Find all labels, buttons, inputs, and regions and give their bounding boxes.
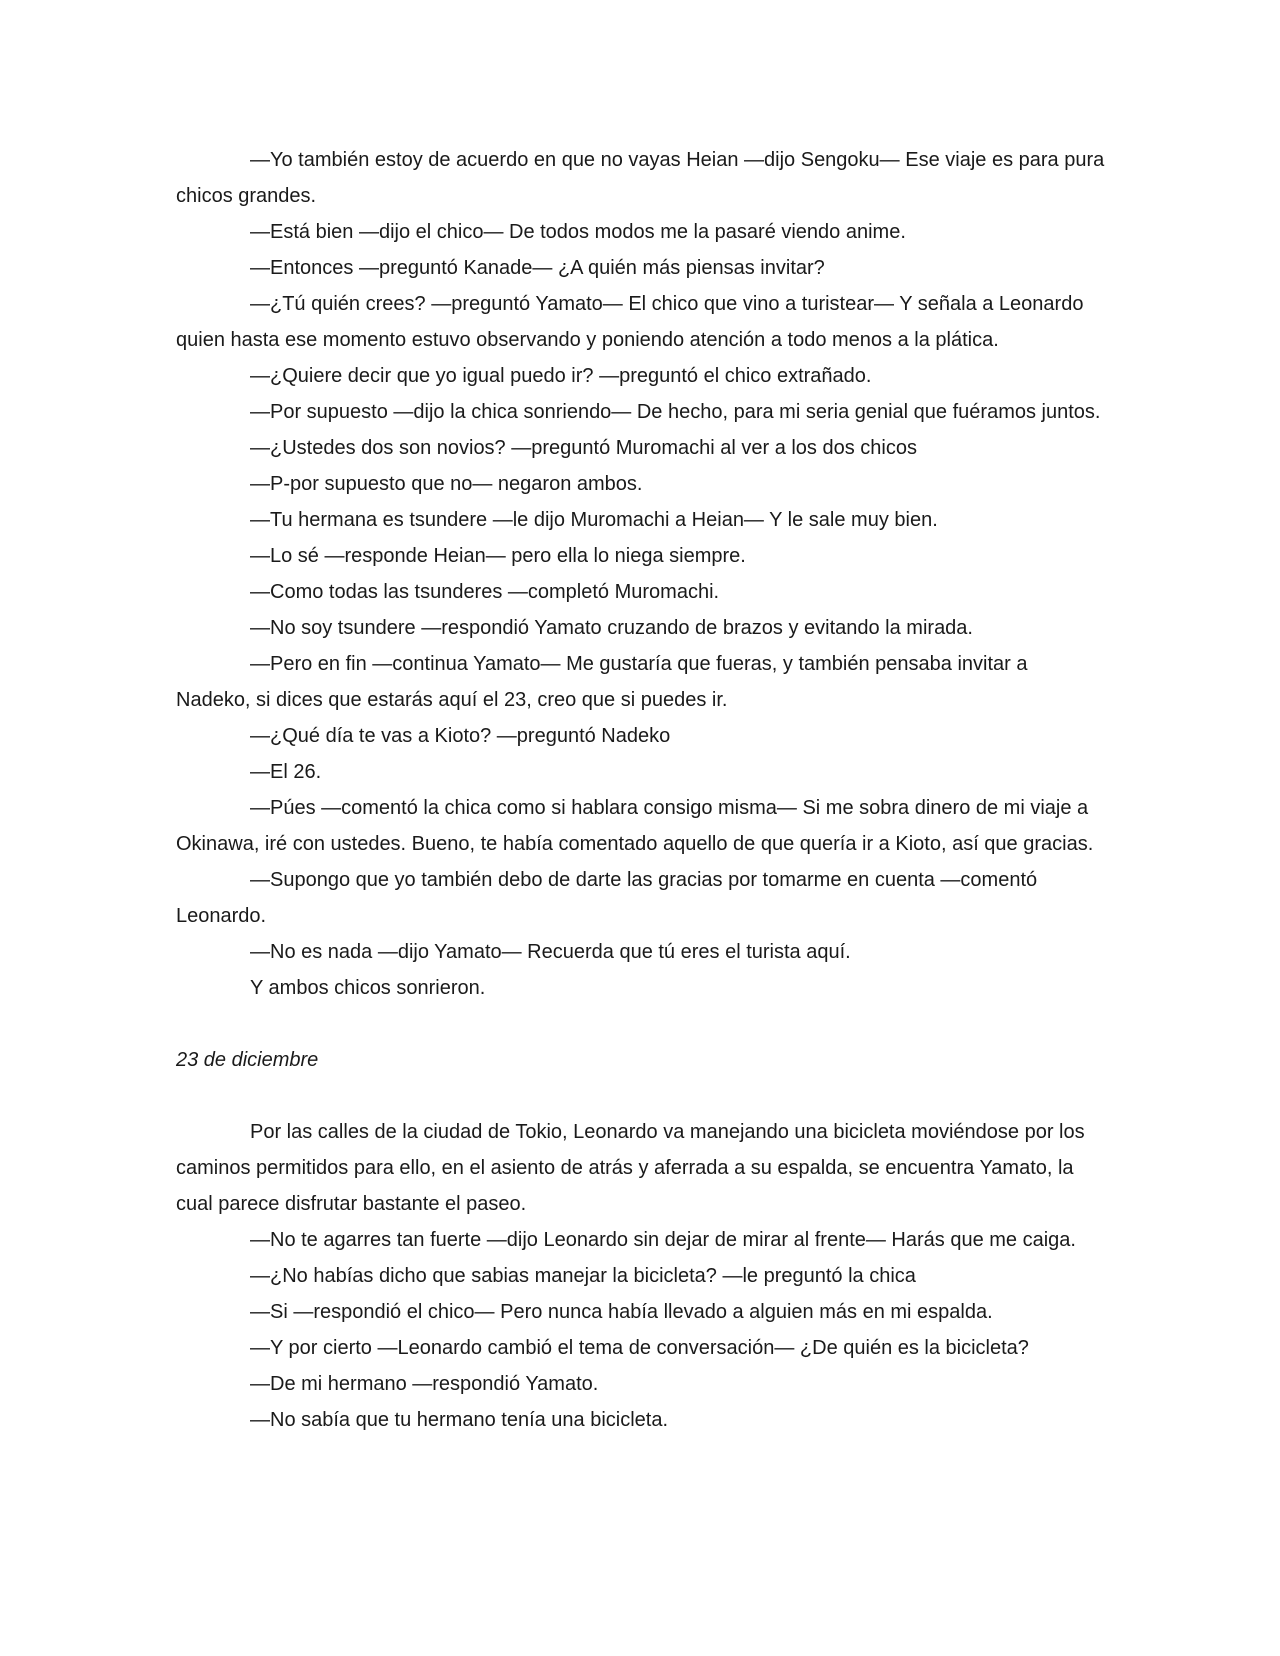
paragraph: —¿Qué día te vas a Kioto? —preguntó Nadeko — [250, 725, 671, 747]
section-spacer — [176, 1006, 1106, 1042]
document-body — [176, 142, 1106, 1438]
paragraph: —Por supuesto —dijo la chica sonriendo— De hecho, para mi seria genial que fuéramos juntos. — [250, 401, 1101, 423]
paragraph: —Como todas las tsunderes —completó Muromachi. — [250, 581, 720, 603]
paragraph: —Púes —comentó la chica como si hablara consigo misma— Si me sobra dinero de mi viaje a Okinawa, iré con ustedes. Bueno, te había comentado aquello de que quería ir a Kioto, así que gracias. — [176, 797, 1094, 855]
paragraph: —Si —respondió el chico— Pero nunca había llevado a alguien más en mi espalda. — [250, 1301, 993, 1323]
paragraph: —De mi hermano —respondió Yamato. — [250, 1373, 599, 1395]
paragraph: —Pero en fin —continua Yamato— Me gustaría que fueras, y también pensaba invitar a Nadeko, si dices que estarás aquí el 23, creo que si puedes ir. — [176, 653, 1028, 711]
paragraph: —¿Quiere decir que yo igual puedo ir? —preguntó el chico extrañado. — [250, 365, 872, 387]
paragraph: —No es nada —dijo Yamato— Recuerda que tú eres el turista aquí. — [250, 941, 851, 963]
paragraph: —Yo también estoy de acuerdo en que no vayas Heian —dijo Sengoku— Ese viaje es para pura chicos grandes. — [176, 149, 1105, 207]
paragraph: —Y por cierto —Leonardo cambió el tema de conversación— ¿De quién es la bicicleta? — [250, 1337, 1029, 1359]
paragraph: —P-por supuesto que no— negaron ambos. — [250, 473, 643, 495]
paragraph: —Tu hermana es tsundere —le dijo Muromachi a Heian— Y le sale muy bien. — [250, 509, 938, 531]
paragraph: —Lo sé —responde Heian— pero ella lo niega siempre. — [250, 545, 746, 567]
paragraph: Por las calles de la ciudad de Tokio, Leonardo va manejando una bicicleta moviéndose por los caminos permitidos para ello, en el asiento de atrás y aferrada a su espalda, se encuentra Yamato, la cual parece disfrutar bastante el paseo. — [176, 1121, 1085, 1215]
paragraph: —¿Ustedes dos son novios? —preguntó Muromachi al ver a los dos chicos — [250, 437, 917, 459]
paragraph: —El 26. — [250, 761, 322, 783]
section-heading: 23 de diciembre — [176, 1049, 319, 1071]
paragraph: —Está bien —dijo el chico— De todos modos me la pasaré viendo anime. — [250, 221, 906, 243]
paragraph: —No te agarres tan fuerte —dijo Leonardo sin dejar de mirar al frente— Harás que me caiga. — [250, 1229, 1076, 1251]
paragraph: —No soy tsundere —respondió Yamato cruzando de brazos y evitando la mirada. — [250, 617, 973, 639]
paragraph: —¿No habías dicho que sabias manejar la bicicleta? —le preguntó la chica — [250, 1265, 916, 1287]
paragraph: —¿Tú quién crees? —preguntó Yamato— El chico que vino a turistear— Y señala a Leonardo quien hasta ese momento estuvo observando y poniendo atención a todo menos a la plática. — [176, 293, 1084, 351]
paragraph: —No sabía que tu hermano tenía una bicicleta. — [250, 1409, 669, 1431]
paragraph: Y ambos chicos sonrieron. — [250, 977, 486, 999]
section-spacer — [176, 1078, 1106, 1114]
paragraph: —Supongo que yo también debo de darte las gracias por tomarme en cuenta —comentó Leonardo. — [176, 869, 1038, 927]
paragraph: —Entonces —preguntó Kanade— ¿A quién más piensas invitar? — [250, 257, 825, 279]
